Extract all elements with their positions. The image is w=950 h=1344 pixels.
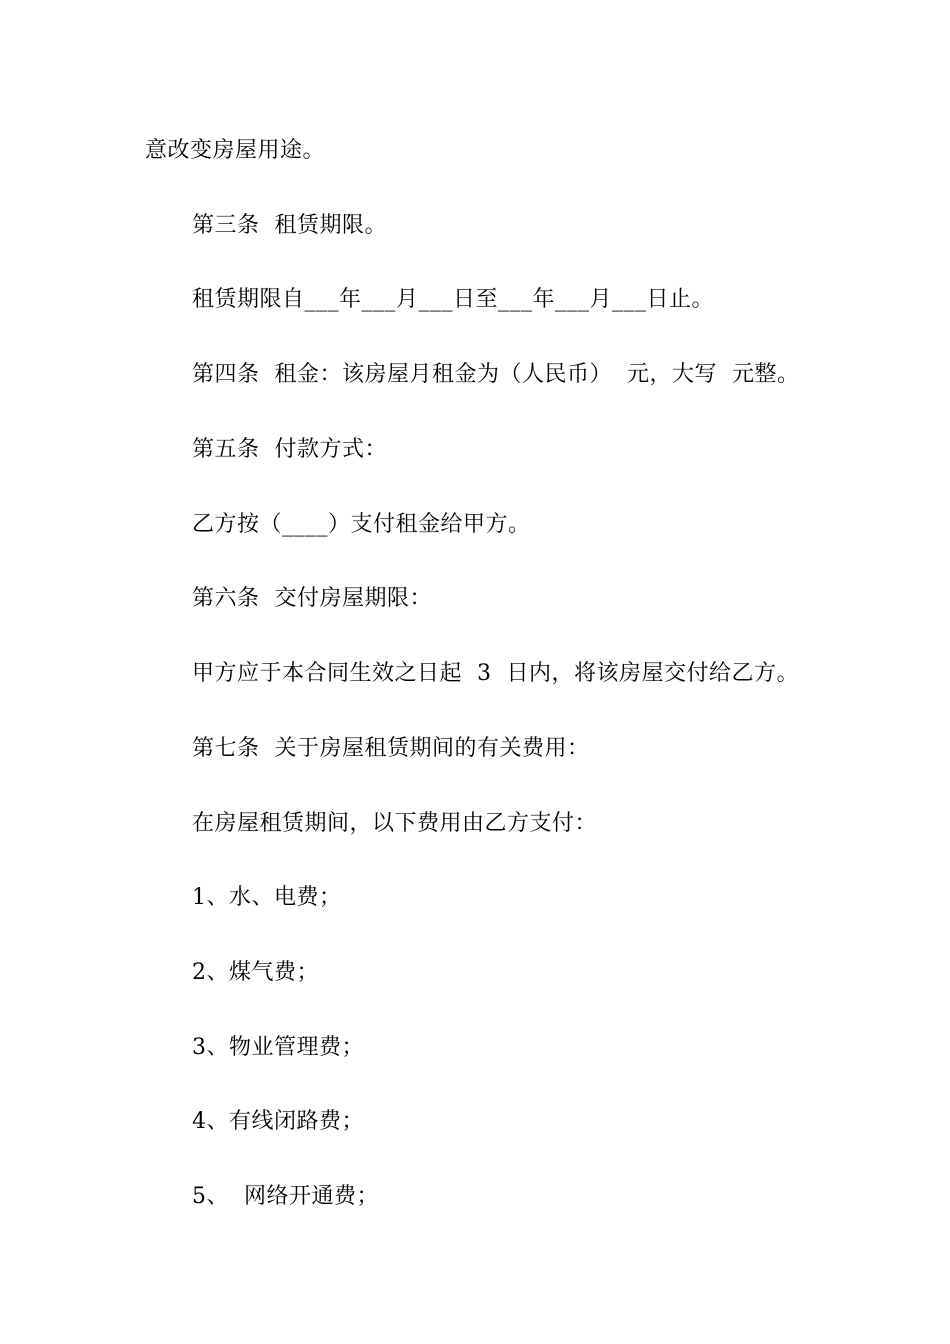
- list-item: 2、煤气费；: [192, 960, 319, 985]
- text-line: 甲方应于本合同生效之日起 3 日内，将该房屋交付给乙方。: [192, 661, 799, 686]
- list-item: 4、有线闭路费；: [192, 1109, 364, 1134]
- clause-heading: 第四条 租金：该房屋月租金为（人民币） 元，大写 元整。: [192, 362, 800, 387]
- clause-heading: 第五条 付款方式：: [192, 437, 387, 462]
- clause-heading: 第七条 关于房屋租赁期间的有关费用：: [192, 736, 590, 761]
- clause-heading: 第六条 交付房屋期限：: [192, 586, 432, 611]
- text-line: 租赁期限自___年___月___日至___年___月___日止。: [192, 287, 715, 312]
- clause-heading: 第三条 租赁期限。: [192, 213, 387, 238]
- text-line: 在房屋租赁期间，以下费用由乙方支付：: [192, 811, 598, 836]
- list-item: 3、物业管理费；: [192, 1035, 364, 1060]
- list-item: 5、 网络开通费；: [192, 1184, 379, 1209]
- list-item: 1、水、电费；: [192, 885, 342, 910]
- text-line: 乙方按（____）支付租金给甲方。: [192, 512, 531, 537]
- text-line: 意改变房屋用途。: [145, 138, 326, 163]
